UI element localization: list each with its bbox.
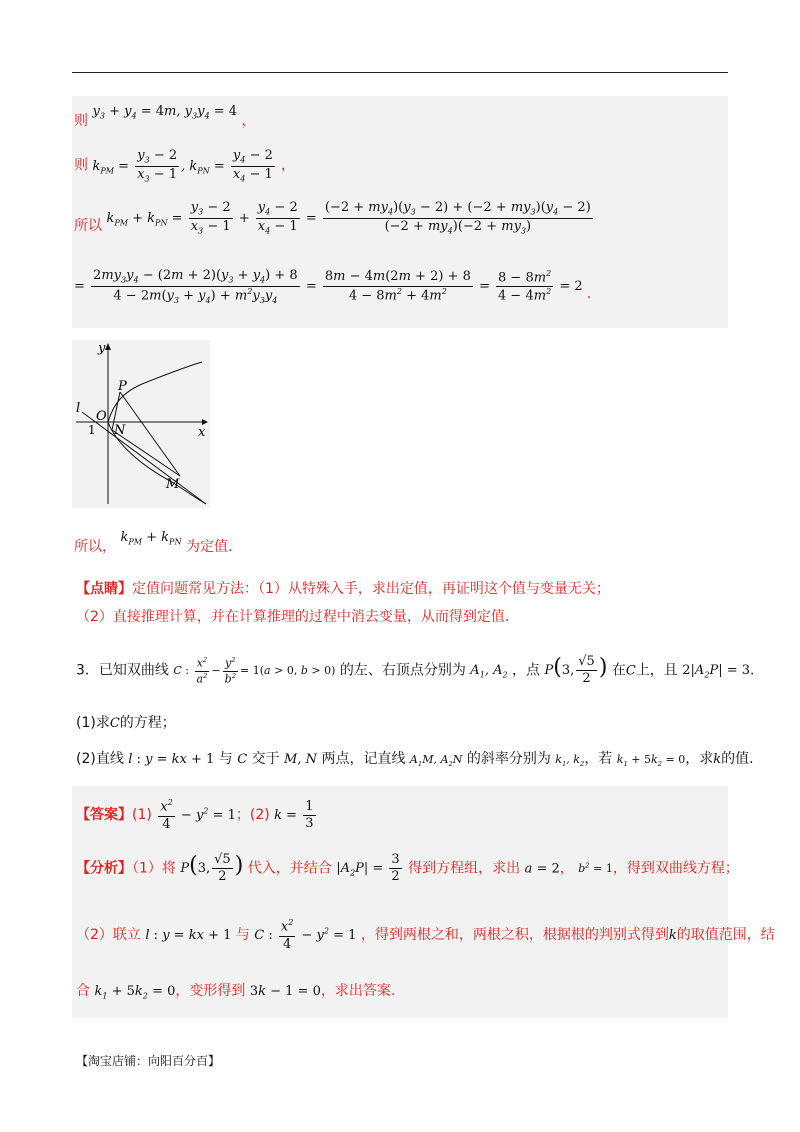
text: ，求	[685, 751, 714, 767]
dianjing-line-2	[76, 606, 509, 626]
condition: $2|A_2P| = 3$	[682, 663, 750, 680]
text: 合	[76, 983, 90, 999]
text: 在	[611, 662, 626, 679]
label-x: x	[198, 425, 206, 440]
line-l-def: l : y = kx + 1	[145, 927, 232, 943]
figure-svg	[72, 340, 210, 508]
sum-expression: $k_{PM} + k_{PN}$	[120, 530, 182, 547]
k1k2: $k_1$, $k_2$	[555, 753, 585, 769]
slope-condition: $k_1 + 5k_2 = 0$	[616, 753, 686, 769]
C-symbol: C	[109, 716, 120, 731]
period: .	[586, 286, 592, 303]
problem3-line: 3．已知双曲线 C : $\frac{x^2}{a^2}$ − $\frac{y^2}{b^2}$ = 1(a > 0, b > 0) 的左、右顶点分别为 $A_1$, $A_2$ ，点 P(3, $\frac{√5}{2}$ ) 在C上，且 $2|A_2P| = 3$.	[76, 654, 755, 687]
analysis-line-3	[76, 980, 395, 1001]
C-symbol: C	[237, 752, 248, 767]
vertices: $A_1$, $A_2$	[470, 663, 508, 680]
slope-condition: $k_1 + 5k_2 = 0$	[94, 984, 176, 1001]
segment-PM	[120, 392, 180, 476]
text: 的左、右顶点分别为	[339, 662, 466, 679]
text: 的方程；	[119, 715, 176, 731]
conclusion-line	[74, 526, 233, 555]
text: （1）将	[132, 860, 176, 877]
lines-AM-AN: $A_1M$, $A_2N$	[409, 753, 463, 769]
distance-eq: $|A_2P|$ = $\frac{3}{2}$	[336, 852, 400, 885]
label-N: N	[114, 423, 126, 438]
text: 与	[235, 926, 250, 943]
comma: ，	[241, 113, 256, 129]
text: ，求出答案.	[320, 983, 396, 999]
header-rule	[72, 72, 728, 73]
comma: ，	[280, 157, 295, 174]
sum-formula: $k_{PM} + k_{PN}$ = $\frac{y_3 - 2}{x_3 - 1}$ + $\frac{y_4 - 2}{x_4 - 1}$ = $\frac{(-2 + my_4)(y_3 - 2) + (-2 + my_3)(y_4 - 2)}{(-2 + my_4)(-2 + my_3)}$	[106, 200, 591, 236]
text: ，点	[512, 662, 541, 679]
label-O: O	[96, 409, 107, 424]
parabola-figure	[72, 340, 210, 508]
dianjing-text-1: 定值问题常见方法：（1）从特殊入手，求出定值，再证明这个值与变量无关；	[132, 581, 610, 597]
text: 与	[218, 751, 233, 767]
answer-line	[76, 798, 318, 833]
a-value: a = 2	[524, 861, 560, 877]
constant-text: 为定值.	[185, 539, 233, 555]
label-l: l	[76, 401, 81, 416]
text: 上，且	[635, 662, 678, 679]
y-arrow	[105, 343, 111, 350]
answer-part1: (1)	[132, 806, 152, 823]
text: (1)求	[76, 715, 110, 731]
text: ，得到双曲线方程；	[612, 860, 739, 877]
text: 得到方程组，求出	[408, 860, 521, 877]
slopes-formula: $k_{PM}$ = $\frac{y_3 - 2}{x_3 - 1}$ , $k_{PN}$ = $\frac{y_4 - 2}{x_4 - 1}$	[92, 148, 273, 184]
C-symbol: C	[625, 663, 636, 679]
analysis-line-1	[76, 852, 739, 886]
simplify-formula: = $\frac{2my_3y_4 - (2m + 2)(y_3 + y_4) + 8}{4 - 2m(y_3 + y_4) + m^2y_3y_4}$ = $\frac{8m - 4m(2m + 2) + 8}{4 - 8m^2 + 4m^2}$ = $\frac{8 - 8m^2}{4 - 4m^2}$ = 2	[74, 268, 583, 305]
text: (2)直线	[76, 751, 124, 767]
hyperbola-eq: C : $\frac{x^2}{4}$ − $y^2 = 1$	[254, 918, 357, 952]
dianjing-tag: 【点睛】	[76, 581, 132, 597]
solution-line-3	[74, 200, 595, 236]
text: 代入，并结合	[247, 860, 332, 877]
solution-line-1	[74, 100, 256, 129]
vieta-formula: $y_3 + y_4 = 4m$, $y_3y_4 = 4$	[92, 104, 238, 121]
answer-equation: $\frac{x^2}{4}$ − $y^2 = 1$	[160, 798, 236, 832]
text: 的取值范围，结	[676, 926, 775, 943]
answer-k: k = $\frac{1}{3}$	[274, 798, 314, 831]
answer-part2: (2)	[249, 806, 270, 823]
analysis-line-2	[76, 918, 775, 953]
hyperbola-def: C : $\frac{x^2}{a^2}$ − $\frac{y^2}{b^2}$ = 1(a > 0, b > 0)	[173, 656, 336, 686]
label-M: M	[166, 477, 180, 492]
text: ，	[559, 860, 574, 877]
text: ，得到两根之和，两根之积，根据根的判别式得到	[360, 926, 669, 943]
b-value: $b^2 = 1$	[578, 861, 613, 876]
text: （2）联立	[76, 926, 141, 943]
dianjing-line-1	[76, 578, 610, 598]
problem-intro: 3．已知双曲线	[76, 662, 169, 679]
line-l-def: l : y = kx + 1	[128, 752, 215, 767]
k-symbol: k	[713, 752, 722, 767]
label-P: P	[118, 379, 127, 394]
analysis-tag: 【分析】	[76, 860, 132, 877]
label-one: 1	[88, 423, 96, 437]
part2-line	[76, 748, 754, 768]
text: 两点，记直线	[321, 751, 406, 767]
derived-eq: 3k − 1 = 0	[249, 984, 321, 999]
text: 交于	[251, 751, 280, 767]
ze-label: 则	[74, 157, 88, 174]
text: ，变形得到	[175, 983, 246, 999]
answer-tag: 【答案】	[76, 806, 132, 823]
label-y: y	[98, 341, 106, 356]
text: 的值.	[721, 751, 754, 767]
k-symbol: k	[668, 927, 677, 943]
point-P: P(3, $\frac{√5}{2}$ )	[180, 852, 244, 885]
point-P: P(3, $\frac{√5}{2}$ )	[544, 654, 608, 687]
text: ，若	[584, 751, 613, 767]
sep: ；	[235, 806, 250, 823]
dianjing-text-2: （2）直接推理计算，并在计算推理的过程中消去变量，从而得到定值.	[76, 609, 510, 625]
suoyi-label: 所以	[74, 217, 102, 234]
part1-line	[76, 712, 176, 732]
ze-label: 则	[74, 113, 88, 129]
solution-line-2	[74, 148, 295, 184]
solution-line-4	[74, 268, 591, 306]
suoyi-label: 所以，	[74, 539, 116, 555]
footer-store: 【淘宝店铺：向阳百分百】	[76, 1054, 221, 1068]
text: 的斜率分别为	[466, 751, 551, 767]
MN: M, N	[284, 752, 317, 767]
